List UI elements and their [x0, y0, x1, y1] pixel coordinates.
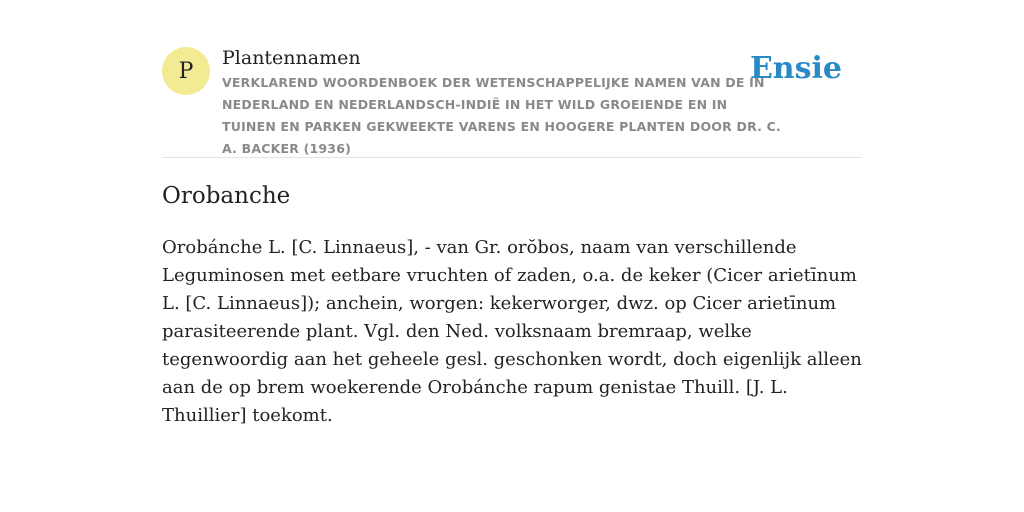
header: [162, 44, 862, 157]
header-divider: [162, 157, 862, 158]
book-subtitle: VERKLAREND WOORDENBOEK DER WETENSCHAPPELIJKE NAMEN VAN DE IN NEDERLAND EN NEDERLANDSCH-INDIË IN HET WILD GROEIENDE EN IN TUINEN EN PARKEN GEKWEEKTE VARENS EN HOOGERE PLANTEN DOOR DR. C. A. BACKER (1936): [222, 75, 781, 156]
book-avatar[interactable]: P: [162, 47, 210, 95]
entry-body: Orobánche L. [C. Linnaeus], - van Gr. orŏbos, naam van verschillende Leguminosen met eetbare vruchten of zaden, o.a. de keker (Cicer arietīnum L. [C. Linnaeus]); anchein, worgen: kekerworger, dwz. op Cicer arietīnum parasiteerende plant. Vgl. den Ned. volksnaam bremraap, welke tegenwoordig aan het geheele gesl. geschonken wordt, doch eigenlijk alleen aan de op brem woekerende Orobánche rapum genistae Thuill. [J. L. Thuillier] toekomt.: [162, 237, 862, 426]
book-info: [222, 44, 782, 160]
entry-title: Orobanche: [162, 183, 291, 209]
ensie-logo-link[interactable]: Ensie: [749, 51, 842, 86]
book-title[interactable]: Plantennamen: [222, 47, 361, 69]
